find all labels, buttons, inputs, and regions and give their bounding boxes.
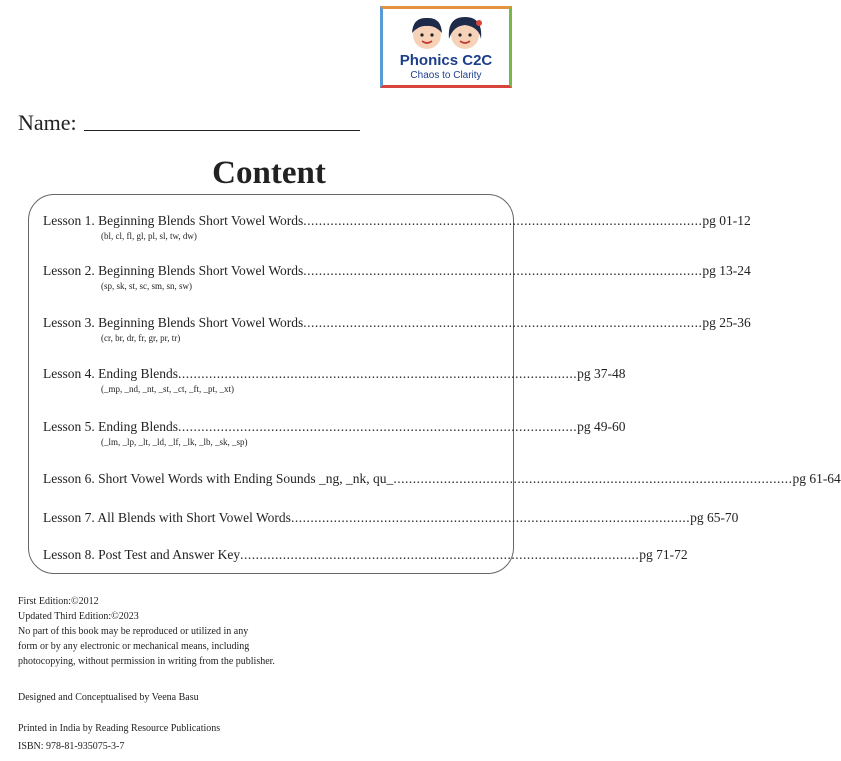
leader-dots: .......................................................................................................: [178, 366, 578, 381]
leader-dots: .......................................................................................................: [290, 510, 691, 525]
lesson-subtitle: (bl, cl, fl, gl, pl, sl, tw, dw): [101, 231, 197, 241]
lesson-subtitle: (_mp, _nd, _nt, _st, _ct, _ft, _pt, _xt): [101, 384, 234, 394]
lesson-title: Lesson 6. Short Vowel Words with Ending Sounds _ng, _nk, qu_: [43, 471, 394, 486]
lesson-pages: pg 37-48: [577, 366, 626, 381]
lesson-title: Lesson 2. Beginning Blends Short Vowel Words: [43, 263, 304, 278]
lesson-pages: pg 61-64: [792, 471, 841, 486]
lesson-pages: pg 13-24: [702, 263, 751, 278]
leader-dots: .......................................................................................................: [303, 213, 703, 228]
rights-line-2: form or by any electronic or mechanical means, including: [18, 641, 250, 652]
page-title: Content: [212, 155, 326, 191]
lesson-entry-7: [43, 510, 739, 526]
name-write-line: [84, 130, 360, 131]
lesson-title: Lesson 5. Ending Blends: [43, 419, 178, 434]
name-label: Name:: [18, 110, 77, 135]
lesson-title: Lesson 7. All Blends with Short Vowel Words: [43, 510, 291, 525]
contents-box: [28, 194, 841, 574]
lesson-title: Lesson 8. Post Test and Answer Key: [43, 547, 241, 562]
lesson-pages: pg 71-72: [639, 547, 688, 562]
lesson-subtitle: (sp, sk, st, sc, sm, sn, sw): [101, 281, 193, 291]
lesson-pages: pg 49-60: [577, 419, 626, 434]
lesson-entry-5: [43, 419, 626, 447]
leader-dots: .......................................................................................................: [303, 263, 703, 278]
lesson-pages: pg 25-36: [702, 315, 751, 330]
third-edition: Updated Third Edition:©2023: [18, 611, 139, 622]
rights-line-3: photocopying, without permission in writing from the publisher.: [18, 656, 275, 667]
imprint-block: [18, 594, 275, 669]
children-faces-icon: [383, 9, 509, 53]
leader-dots: .......................................................................................................: [303, 315, 703, 330]
designer-credit: Designed and Conceptualised by Veena Basu: [18, 692, 199, 703]
lesson-entry-2: [43, 263, 751, 291]
publisher-logo: [380, 6, 512, 88]
lesson-subtitle: (cr, br, dr, fr, gr, pr, tr): [101, 333, 181, 343]
lesson-entry-8: [43, 547, 688, 563]
lesson-entry-1: [43, 213, 751, 241]
leader-dots: .......................................................................................................: [240, 547, 640, 562]
rights-line-1: No part of this book may be reproduced or utilized in any: [18, 626, 249, 637]
lesson-pages: pg 01-12: [702, 213, 751, 228]
logo-tagline: Chaos to Clarity: [410, 70, 482, 81]
lesson-title: Lesson 3. Beginning Blends Short Vowel Words: [43, 315, 304, 330]
lesson-entry-6: [43, 471, 841, 487]
leader-dots: .......................................................................................................: [393, 471, 793, 486]
lesson-pages: pg 65-70: [690, 510, 739, 525]
leader-dots: .......................................................................................................: [178, 419, 578, 434]
isbn: ISBN: 978-81-935075-3-7: [18, 741, 125, 752]
lesson-title: Lesson 1. Beginning Blends Short Vowel Words: [43, 213, 304, 228]
printer-credit: Printed in India by Reading Resource Publications: [18, 723, 221, 734]
lesson-entry-4: [43, 366, 626, 394]
lesson-entry-3: [43, 315, 751, 343]
lesson-subtitle: (_lm, _lp, _lt, _ld, _lf, _lk, _lb, _sk, _sp): [101, 437, 248, 447]
logo-brand: Phonics C2C: [399, 52, 493, 69]
lesson-title: Lesson 4. Ending Blends: [43, 366, 178, 381]
first-edition: First Edition:©2012: [18, 596, 99, 607]
